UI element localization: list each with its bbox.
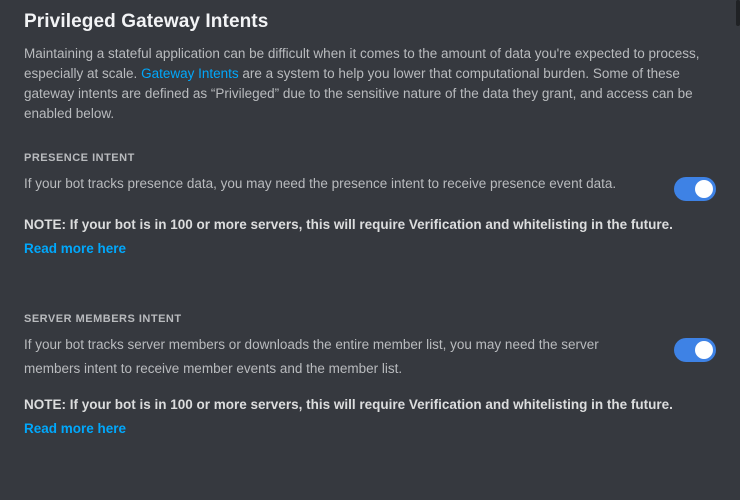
- presence-intent-row: [24, 172, 716, 201]
- server-members-intent-toggle[interactable]: [674, 338, 716, 362]
- server-members-intent-note: [24, 393, 684, 441]
- scrollbar-thumb[interactable]: [736, 0, 740, 26]
- presence-intent-note: [24, 213, 684, 261]
- scrollbar[interactable]: [736, 0, 740, 500]
- presence-read-more-link[interactable]: Read more here: [24, 241, 127, 256]
- presence-intent-toggle[interactable]: [674, 177, 716, 201]
- intro-paragraph: [24, 44, 714, 124]
- intro-text-part1: Maintaining a stateful application can be difficult when it comes to the amount of data you're expected to process, especially at scale.: [24, 46, 700, 81]
- intro-text-part2: are a system to help you lower that computational burden. Some of these gateway intents are defined as “Privileged” due to the sensitive nature of the data they grant, and access can be enabled below.: [24, 66, 693, 121]
- server-members-intent-section: [24, 313, 716, 441]
- presence-intent-section: [24, 152, 716, 261]
- page-title: Privileged Gateway Intents: [24, 11, 269, 32]
- server-members-intent-row: [24, 333, 716, 381]
- presence-intent-description: If your bot tracks presence data, you may need the presence intent to receive presence event data.: [24, 176, 617, 191]
- toggle-knob-icon: [695, 341, 713, 359]
- presence-note-text: NOTE: If your bot is in 100 or more servers, this will require Verification and whitelisting in the future.: [24, 217, 673, 232]
- server-members-read-more-link[interactable]: Read more here: [24, 421, 127, 436]
- server-members-intent-description: If your bot tracks server members or downloads the entire member list, you may need the server members intent to receive member events and the member list.: [24, 337, 599, 376]
- toggle-knob-icon: [695, 180, 713, 198]
- presence-intent-label: PRESENCE INTENT: [24, 152, 135, 164]
- server-members-note-text: NOTE: If your bot is in 100 or more servers, this will require Verification and whitelisting in the future.: [24, 397, 673, 412]
- gateway-intents-link[interactable]: Gateway Intents: [141, 66, 239, 81]
- server-members-intent-label: SERVER MEMBERS INTENT: [24, 313, 182, 325]
